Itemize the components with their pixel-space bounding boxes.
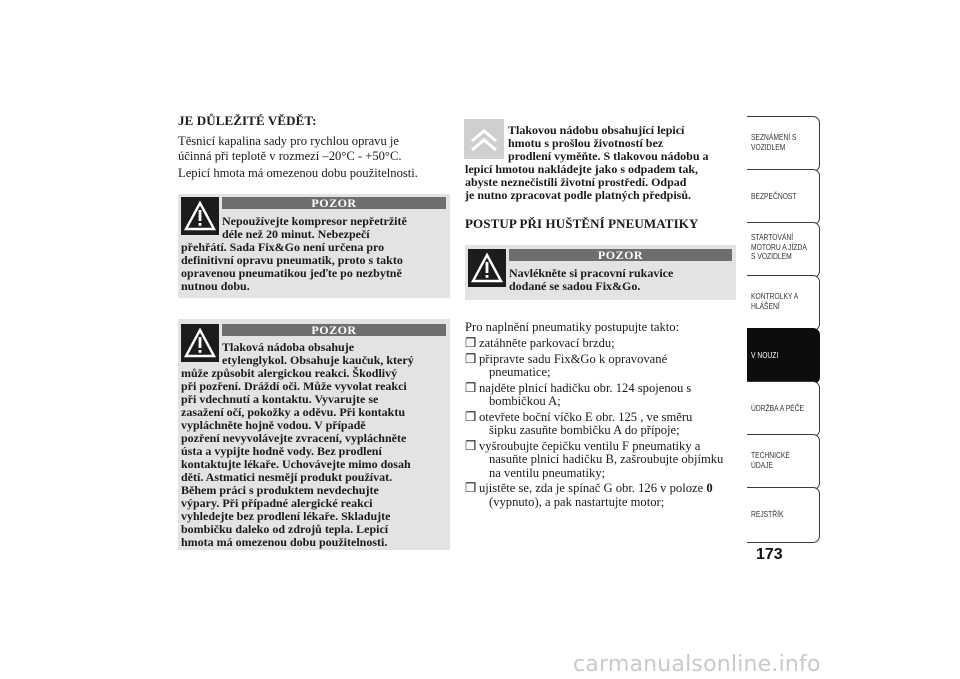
list-item [465, 382, 745, 409]
tab-label: REJSTŘÍK [751, 510, 784, 519]
tab-label: BEZPEČNOST [751, 192, 797, 201]
warning-text-line10: kontaktujte lékaře. Uchovávejte mimo dosah [181, 457, 411, 471]
step-text-cont: bombičkou A; [489, 394, 561, 408]
warning-text-line5: při vdechnutí a kontaktu. Vyvarujte se [181, 392, 379, 406]
step-text-cont: nasuňte plnicí hadičku B, zašroubujte objímku [489, 452, 724, 466]
step-text: zatáhněte parkovací brzdu; [479, 336, 615, 350]
para-temperature-line2: účinná při teplotě v rozmezí –20°C - +50°C. [178, 148, 402, 163]
tab-technicke-udaje[interactable] [747, 434, 820, 490]
warning-text-line1: Tlaková nádoba obsahuje [222, 340, 355, 354]
step-text: připravte sadu Fix&Go k opravované [479, 351, 668, 366]
warning-text-line4: definitivní opravu pneumatik, proto s takto [181, 253, 403, 267]
procedure-steps [465, 337, 745, 511]
warning-text-line2: etylenglykol. Obsahuje kaučuk, který [222, 353, 414, 367]
step-bold-value: 0 [706, 481, 713, 495]
warning-title: POZOR [222, 324, 446, 336]
env-text-line2: hmotu s prošlou životností bez [508, 136, 664, 150]
watermark: carmanualsonline.info [573, 652, 821, 677]
tab-v-nouzi[interactable] [747, 328, 820, 384]
para-temperature-line1: Těsnicí kapalina sady pro rychlou opravu je [178, 134, 400, 148]
checkbox-icon: ❒ [465, 409, 477, 424]
env-text-line3: prodlení vyměňte. S tlakovou nádobu a [508, 149, 709, 163]
step-text: ujistěte se, zda je spínač G obr. 126 v poloze [479, 481, 707, 495]
para-temperature [178, 134, 402, 163]
step-text-cont: pneumatice; [489, 365, 551, 379]
checkbox-icon: ❒ [465, 481, 477, 495]
tab-seznameni-s-vozidlem[interactable] [747, 116, 820, 172]
tab-bezpecnost[interactable] [747, 169, 820, 225]
warning-text-line9: ústa a vypijte hodně vody. Bez prodlení [181, 444, 382, 458]
important-heading: JE DŮLEŽITÉ VĚDĚT: [178, 113, 317, 128]
warning-box-pressure-vessel [178, 319, 450, 550]
procedure-heading: POSTUP PŘI HUŠTĚNÍ PNEUMATIKY [465, 216, 699, 231]
env-text-line5: abyste neznečistili životní prostředí. Odpad [465, 175, 687, 189]
step-text-cont: na ventilu pneumatiky; [489, 465, 606, 480]
tab-label: ÚDRŽBA A PÉČE [751, 404, 804, 413]
warning-text-line1: Nepoužívejte kompresor nepřetržitě [222, 214, 407, 228]
warning-text-line5: opravenou pneumatikou jeďte po nezbytně [181, 266, 402, 280]
warning-text-line6: nutnou dobu. [181, 279, 250, 293]
warning-text-line15: bombičku daleko od zdrojů tepla. Lepicí [181, 522, 389, 536]
warning-text-line8: pozření nevyvolávejte zvracení, vypláchněte [181, 431, 407, 445]
tab-label: KONTROLKY A HLÁŠENÍ [751, 292, 799, 311]
step-text: vyšroubujte čepičku ventilu F pneumatiky a [479, 438, 701, 453]
warning-title: POZOR [222, 197, 446, 209]
tab-label: V NOUZI [751, 351, 779, 360]
warning-text-line13: výpary. Při případné alergické reakci [181, 496, 373, 510]
warning-text-line16: hmota má omezenou dobu použitelnosti. [181, 535, 388, 549]
recycle-arrow-icon [464, 119, 504, 159]
checkbox-icon: ❒ [465, 351, 477, 366]
tab-label: TECHNICKÉ ÚDAJE [751, 451, 790, 470]
warning-triangle-icon [181, 197, 219, 235]
tab-label: SEZNÁMENÍ S VOZIDLEM [751, 133, 797, 152]
warning-title: POZOR [509, 249, 732, 261]
warning-triangle-icon [468, 249, 506, 287]
tab-label: STARTOVÁNÍ MOTORU A JÍZDA S VOZIDLEM [751, 233, 807, 262]
list-item [465, 482, 745, 509]
warning-text-line2: dodané se sadou Fix&Go. [509, 279, 641, 293]
env-text-line4: lepicí hmotou nakládejte jako s odpadem tak, [465, 162, 699, 176]
warning-text-line7: vypláchněte hojně vodou. V případě [181, 418, 366, 432]
page-number: 173 [756, 546, 783, 563]
step-text: otevřete boční víčko E obr. 125 , ve směru [479, 409, 693, 424]
warning-triangle-icon [181, 324, 219, 362]
tab-rejstrik[interactable] [747, 487, 820, 543]
warning-text-line12: Během práci s produktem nevdechujte [181, 483, 379, 497]
step-text: najděte plnicí hadičku obr. 124 spojenou s [479, 380, 692, 395]
tab-udrzba[interactable] [747, 381, 820, 437]
warning-text-line11: dětí. Astmatici nesmějí produkt používat. [181, 470, 393, 484]
warning-text-line14: vyhledejte bez prodlení lékaře. Skladujte [181, 509, 391, 523]
warning-text-line1: Navlékněte si pracovní rukavice [509, 266, 674, 280]
warning-text-line4: při pozření. Dráždí oči. Může vyvolat reakci [181, 379, 407, 393]
checkbox-icon: ❒ [465, 380, 477, 395]
tab-kontrolky[interactable] [747, 275, 820, 331]
checkbox-icon: ❒ [465, 336, 477, 350]
warning-text-line3: může způsobit alergickou reakci. Škodlivý [181, 366, 398, 380]
tab-startovani[interactable] [747, 222, 820, 278]
warning-text-line2: déle než 20 minut. Nebezpečí [222, 227, 370, 241]
step-text-cont: šipku zasuňte bombičku A do přípoje; [489, 423, 680, 437]
step-text-cont: (vypnuto), a pak nastartujte motor; [489, 494, 665, 509]
warning-text-line6: zasažení očí, pokožky a oděvu. Při kontaktu [181, 405, 406, 419]
list-item [465, 440, 745, 481]
procedure-intro: Pro naplnění pneumatiky postupujte takto: [465, 320, 680, 334]
list-item [465, 353, 745, 380]
env-text-line1: Tlakovou nádobu obsahující lepicí [508, 123, 685, 137]
env-text-line6: je nutno zpracovat podle platných předpisů. [465, 188, 692, 202]
checkbox-icon: ❒ [465, 438, 477, 453]
list-item [465, 411, 745, 438]
warning-box-compressor [178, 194, 450, 298]
warning-text-line3: přehřátí. Sada Fix&Go není určena pro [181, 240, 385, 254]
list-item [465, 337, 745, 351]
para-shelf-life: Lepicí hmota má omezenou dobu použitelnosti. [178, 166, 418, 180]
warning-box-gloves [465, 245, 736, 300]
